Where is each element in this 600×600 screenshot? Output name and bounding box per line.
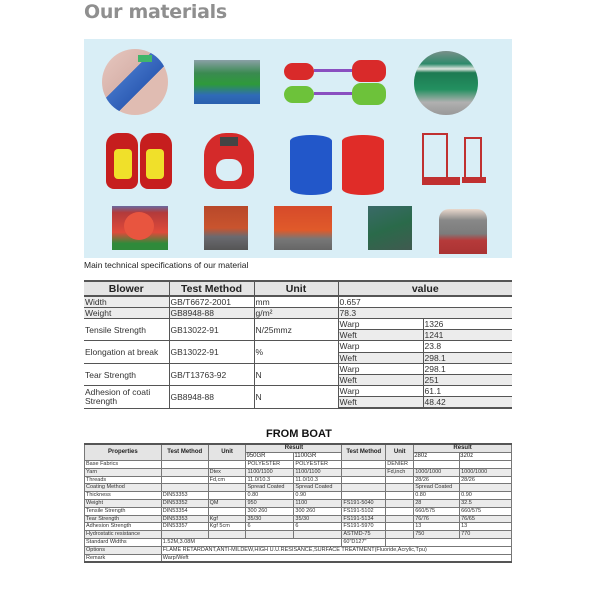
col-header-value: value <box>338 281 512 296</box>
cell: Weight <box>85 499 162 507</box>
cell-unit: N <box>254 364 338 386</box>
cell <box>161 476 208 484</box>
cell-weft-value: 48.42 <box>423 397 512 409</box>
cell: 13 <box>460 523 512 531</box>
cell: Adhesion Strength <box>85 523 162 531</box>
cell <box>161 461 208 469</box>
cell: 750 <box>414 531 460 539</box>
col-header-blower: Blower <box>84 281 169 296</box>
table-row <box>85 492 512 500</box>
cell <box>342 461 386 469</box>
table-row <box>85 531 512 539</box>
blower-spec-table <box>84 280 512 409</box>
cell: FS191-5970 <box>342 523 386 531</box>
cell-method: GB8948-88 <box>169 386 254 409</box>
cell-warp-value: 298.1 <box>423 364 512 375</box>
cell: 660/575 <box>414 507 460 515</box>
cell-property: Tensile Strength <box>84 319 169 341</box>
cell: ASTMD-75 <box>342 531 386 539</box>
cell: DIN53354 <box>161 507 208 515</box>
cell <box>386 515 414 523</box>
cell <box>246 531 294 539</box>
cell-method: GB/T6672-2001 <box>169 296 254 308</box>
table-row <box>84 319 512 330</box>
table-row <box>85 484 512 492</box>
cell <box>161 468 208 476</box>
gallery-image-red-patch <box>112 206 168 250</box>
cell: 0.90 <box>294 492 342 500</box>
cell-value: 0.657 <box>338 296 512 308</box>
table-row-remark <box>85 554 512 562</box>
table-row <box>84 341 512 353</box>
cell-value: 78.3 <box>338 308 512 319</box>
cell: 0.90 <box>460 492 512 500</box>
table-row <box>85 468 512 476</box>
cell-unit: mm <box>254 296 338 308</box>
sub-header-320z: 320z <box>460 453 512 461</box>
cell: 28/26 <box>460 476 512 484</box>
gallery-image-headgear <box>204 133 254 189</box>
page-title: Our materials <box>84 1 227 23</box>
table-row-standard-widths <box>85 538 512 546</box>
cell <box>386 538 512 546</box>
cell: 950 <box>246 499 294 507</box>
cell: 28 <box>414 499 460 507</box>
table-row <box>85 461 512 469</box>
sub-header-950gr: 950GR <box>246 453 294 461</box>
cell <box>460 461 512 469</box>
sub-header-280z: 280z <box>414 453 460 461</box>
cell-weft-value: 298.1 <box>423 352 512 364</box>
table-row-options <box>85 546 512 554</box>
cell: Base Fabrics <box>85 461 162 469</box>
cell <box>386 484 414 492</box>
cell: Options <box>85 546 162 554</box>
col-header-unit: Unit <box>254 281 338 296</box>
cell <box>208 484 246 492</box>
cell: Yarn <box>85 468 162 476</box>
col-header-properties: Properties <box>85 444 162 461</box>
cell: DIN53353 <box>161 515 208 523</box>
cell: Spread Coated <box>246 484 294 492</box>
sub-header-1100gr: 1100GR <box>294 453 342 461</box>
cell <box>342 492 386 500</box>
cell: Tear Strength <box>85 515 162 523</box>
table-row <box>84 308 512 319</box>
gallery-image-pedestals <box>290 135 386 197</box>
cell: 1100/1100 <box>246 468 294 476</box>
cell: 32.5 <box>460 499 512 507</box>
cell <box>208 461 246 469</box>
cell: 660/575 <box>460 507 512 515</box>
table-row <box>84 296 512 308</box>
cell-method: GB8948-88 <box>169 308 254 319</box>
cell: 0.80 <box>414 492 460 500</box>
cell: POLYESTER <box>294 461 342 469</box>
col-header-test-method: Test Method <box>169 281 254 296</box>
cell: Remark <box>85 554 162 562</box>
cell <box>460 484 512 492</box>
cell-method: GB13022-91 <box>169 319 254 341</box>
cell: Spread Coated <box>294 484 342 492</box>
table-row <box>84 386 512 397</box>
cell: FS191-5040 <box>342 499 386 507</box>
cell: DIN53357 <box>161 523 208 531</box>
gallery-image-green-corner <box>368 206 412 250</box>
cell: 76/65 <box>460 515 512 523</box>
cell-unit: g/m² <box>254 308 338 319</box>
cell <box>294 531 342 539</box>
cell: QM <box>208 499 246 507</box>
gallery-image-hand-trucks <box>420 133 488 191</box>
cell: Coating Method <box>85 484 162 492</box>
cell: 770 <box>460 531 512 539</box>
cell-unit: % <box>254 341 338 364</box>
cell: 6 <box>246 523 294 531</box>
specs-caption: Main technical specifications of our material <box>84 260 249 270</box>
cell: 60"D127" <box>342 538 386 546</box>
cell-unit: N <box>254 386 338 409</box>
cell: 1100/1100 <box>294 468 342 476</box>
cell-weft-value: 1241 <box>423 330 512 341</box>
boat-spec-table <box>84 443 512 563</box>
cell-warp-label: Warp <box>338 319 423 330</box>
cell <box>342 468 386 476</box>
cell: FS191-5102 <box>342 507 386 515</box>
cell: Hydrostatic resistance <box>85 531 162 539</box>
cell-weft-label: Weft <box>338 375 423 386</box>
cell-property: Adhesion of coati Strength <box>84 386 169 409</box>
cell <box>386 531 414 539</box>
cell: 1000/1000 <box>414 468 460 476</box>
cell: Kgf 5cm <box>208 523 246 531</box>
cell <box>386 523 414 531</box>
materials-gallery <box>84 39 512 258</box>
gallery-image-orange-corner <box>204 206 248 250</box>
cell <box>208 492 246 500</box>
cell-warp-value: 1326 <box>423 319 512 330</box>
cell: 35/30 <box>294 515 342 523</box>
cell-method: GB/T13763-92 <box>169 364 254 386</box>
cell <box>208 531 246 539</box>
gallery-image-green-playground <box>194 60 260 104</box>
cell: 11.0/10.3 <box>246 476 294 484</box>
cell-method: GB13022-91 <box>169 341 254 364</box>
cell: FLAME RETARDANT,ANTI-MILDEW,HIGH U.U.RESISANCE,SURFACE TREATMENT(Fluoride,Acrylic,Tpu) <box>161 546 511 554</box>
col-header-result: Result <box>246 444 342 453</box>
cell: Kgf <box>208 515 246 523</box>
cell-warp-label: Warp <box>338 386 423 397</box>
cell: 6 <box>294 523 342 531</box>
cell-weft-label: Weft <box>338 397 423 409</box>
cell-warp-value: 23.8 <box>423 341 512 353</box>
boat-table-title: FROM BOAT <box>266 428 332 440</box>
cell: DENIER <box>386 461 414 469</box>
cell-weft-label: Weft <box>338 352 423 364</box>
cell: Spread Coated <box>414 484 460 492</box>
cell: POLYESTER <box>246 461 294 469</box>
cell-warp-value: 61.1 <box>423 386 512 397</box>
cell <box>208 507 246 515</box>
cell-property: Width <box>84 296 169 308</box>
cell: Fd,inch <box>386 468 414 476</box>
cell: FS191-5134 <box>342 515 386 523</box>
cell-property: Weight <box>84 308 169 319</box>
cell-warp-label: Warp <box>338 364 423 375</box>
col-header-test-method: Test Method <box>161 444 208 461</box>
cell: DIN53352 <box>161 499 208 507</box>
cell-property: Elongation at break <box>84 341 169 364</box>
gallery-image-blue-tube <box>102 49 168 115</box>
table-row <box>85 515 512 523</box>
cell: 1.52M,3.08M <box>161 538 342 546</box>
cell: 300 260 <box>246 507 294 515</box>
col-header-unit-2: Unit <box>386 444 414 461</box>
cell-unit: N/25mmz <box>254 319 338 341</box>
cell: 11.0/10.3 <box>294 476 342 484</box>
table-row <box>85 499 512 507</box>
table-row <box>85 523 512 531</box>
cell: Standard Widths <box>85 538 162 546</box>
cell: 1000/1000 <box>460 468 512 476</box>
gallery-image-boxing-gloves <box>106 133 172 193</box>
cell-weft-label: Weft <box>338 330 423 341</box>
cell <box>161 484 208 492</box>
cell: Thickness <box>85 492 162 500</box>
cell-property: Tear Strength <box>84 364 169 386</box>
cell-weft-value: 251 <box>423 375 512 386</box>
cell <box>161 531 208 539</box>
cell: 0.80 <box>246 492 294 500</box>
cell <box>386 507 414 515</box>
cell: Dtex <box>208 468 246 476</box>
cell: 300 260 <box>294 507 342 515</box>
cell: Threads <box>85 476 162 484</box>
col-header-test-method-2: Test Method <box>342 444 386 461</box>
cell <box>414 461 460 469</box>
cell: Fd,cm <box>208 476 246 484</box>
cell: 28/26 <box>414 476 460 484</box>
col-header-result-2: Result <box>414 444 512 453</box>
cell <box>386 476 414 484</box>
col-header-unit: Unit <box>208 444 246 461</box>
cell <box>386 492 414 500</box>
cell: 76/76 <box>414 515 460 523</box>
cell: 13 <box>414 523 460 531</box>
cell <box>342 476 386 484</box>
cell: 35/30 <box>246 515 294 523</box>
cell-warp-label: Warp <box>338 341 423 353</box>
table-row <box>85 476 512 484</box>
cell: Tensile Strength <box>85 507 162 515</box>
gallery-image-green-seam <box>414 51 478 115</box>
gallery-image-jousting-sticks <box>284 57 388 105</box>
table-row <box>84 364 512 375</box>
cell: 1100 <box>294 499 342 507</box>
table-row <box>85 507 512 515</box>
cell: DIN53353 <box>161 492 208 500</box>
cell <box>342 484 386 492</box>
gallery-image-orange-seam <box>274 206 332 250</box>
gallery-image-safety-vest <box>439 209 487 254</box>
cell: Warp/Weft <box>161 554 511 562</box>
cell <box>386 499 414 507</box>
